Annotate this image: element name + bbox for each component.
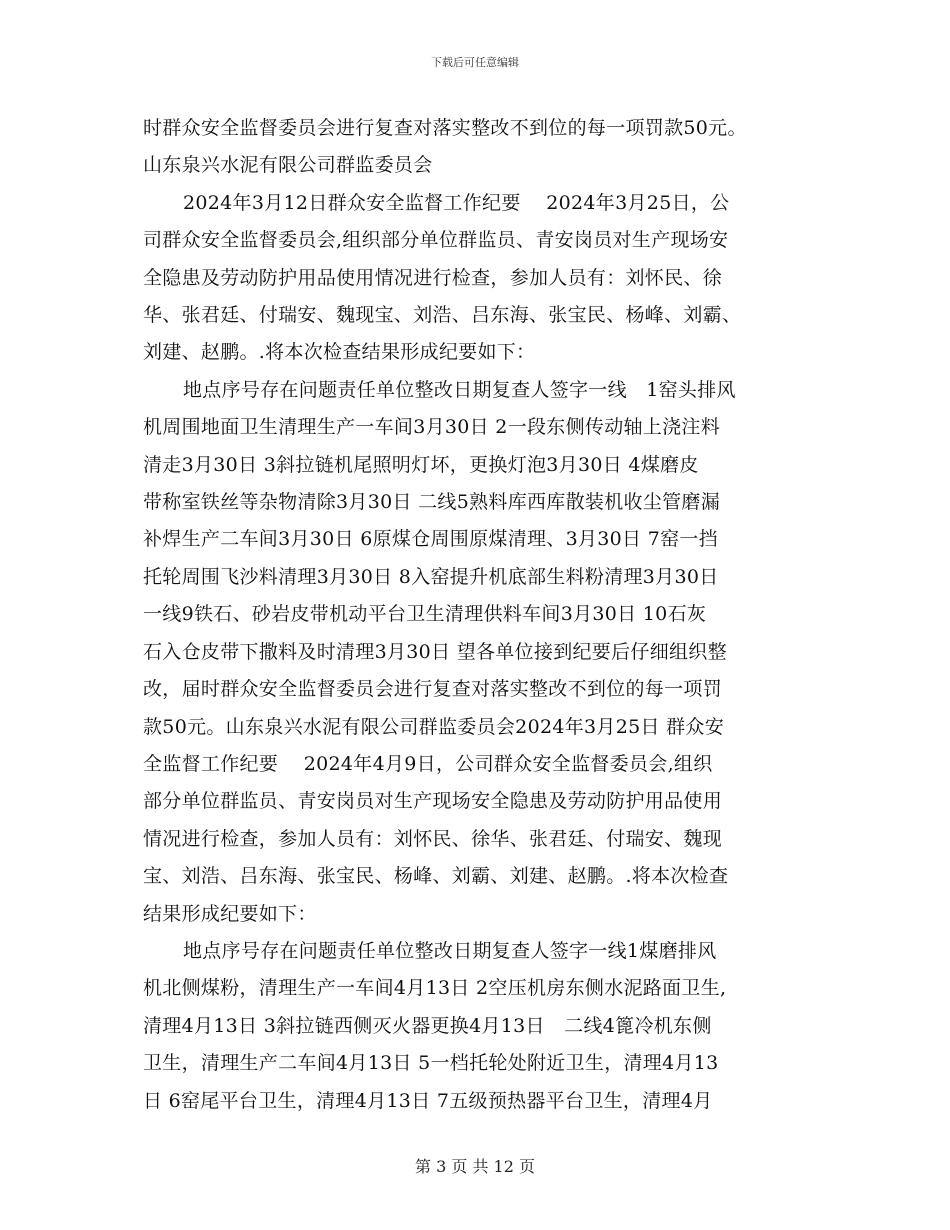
text-line: 地点序号存在问题责任单位整改日期复查人签字一线 1窑头排风 (183, 378, 736, 401)
text-line: 机北侧煤粉，清理生产一车间4月13日 2空压机房东侧水泥路面卫生, (143, 977, 727, 1000)
text-line: 刘建、赵鹏。.将本次检查结果形成纪要如下： (143, 341, 536, 364)
text-line: 司群众安全监督委员会,组织部分单位群监员、青安岗员对生产现场安 (143, 229, 729, 252)
document-body (143, 110, 811, 1120)
text-line: 日 6窑尾平台卫生，清理4月13日 7五级预热器平台卫生，清理4月 (143, 1089, 713, 1112)
text-line: 款50元。山东泉兴水泥有限公司群监委员会2024年3月25日 群众安 (143, 715, 725, 738)
text-line: 清理4月13日 3斜拉链西侧灭火器更换4月13日 二线4篦冷机东侧 (143, 1014, 712, 1037)
text-line: 一线9铁石、砂岩皮带机动平台卫生清理供料车间3月30日 10石灰 (143, 603, 707, 626)
text-line: 地点序号存在问题责任单位整改日期复查人签字一线1煤磨排风 (183, 939, 717, 962)
text-line: 托轮周围飞沙料清理3月30日 8入窑提升机底部生料粉清理3月30日 (143, 565, 719, 588)
text-line: 卫生，清理生产二车间4月13日 5一档托轮处附近卫生，清理4月13 (143, 1052, 719, 1075)
page-header: 下载后可任意编辑 (431, 56, 519, 69)
text-line: 时群众安全监督委员会进行复查对落实整改不到位的每一项罚款50元。 (143, 117, 747, 139)
page-footer: 第 3 页 共 12 页 (415, 1157, 535, 1176)
text-line: 补焊生产二车间3月30日 6原煤仓周围原煤清理、3月30日 7窑一挡 (143, 528, 718, 551)
text-line: 机周围地面卫生清理生产一车间3月30日 2一段东侧传动轴上浇注料 (143, 416, 720, 439)
text-line: 华、张君廷、付瑞安、魏现宝、刘浩、吕东海、张宝民、杨峰、刘霸、 (143, 304, 742, 327)
text-line: 带称室铁丝等杂物清除3月30日 二线5熟料库西库散装机收尘管磨漏 (143, 491, 720, 514)
text-line: 山东泉兴水泥有限公司群监委员会 (143, 154, 433, 177)
text-line: 清走3月30日 3斜拉链机尾照明灯坏，更换灯泡3月30日 4煤磨皮 (143, 453, 699, 476)
text-line: 全隐患及劳动防护用品使用情况进行检查，参加人员有：刘怀民、徐 (143, 266, 723, 289)
text-line: 全监督工作纪要 2024年4月9日，公司群众安全监督委员会,组织 (143, 752, 713, 775)
text-line: 宝、刘浩、吕东海、张宝民、杨峰、刘霸、刘建、赵鹏。.将本次检查 (143, 865, 729, 888)
text-line: 石入仓皮带下撒料及时清理3月30日 望各单位接到纪要后仔细组织整 (143, 640, 727, 663)
text-line: 部分单位群监员、青安岗员对生产现场安全隐患及劳动防护用品使用 (143, 790, 723, 813)
text-line: 改，届时群众安全监督委员会进行复查对落实整改不到位的每一项罚 (143, 678, 723, 701)
text-line: 情况进行检查，参加人员有：刘怀民、徐华、张君廷、付瑞安、魏现 (143, 827, 723, 850)
text-line: 2024年3月12日群众安全监督工作纪要 2024年3月25日，公 (183, 191, 730, 214)
text-line: 结果形成纪要如下： (143, 902, 317, 925)
